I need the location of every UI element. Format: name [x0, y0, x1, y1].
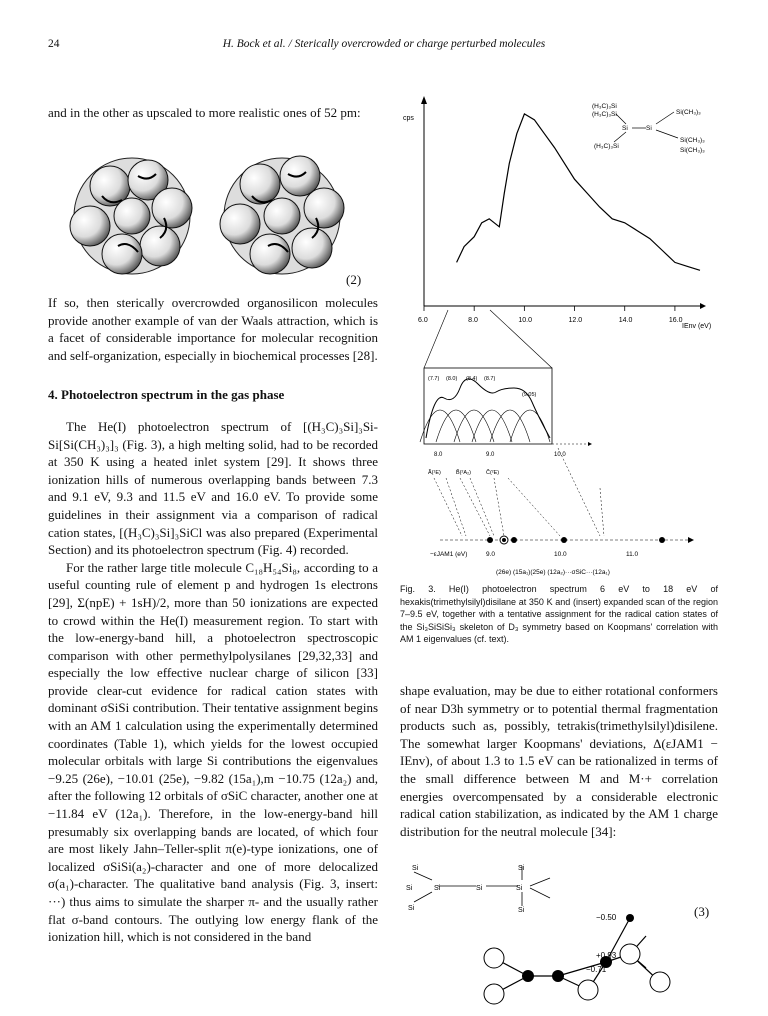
svg-text:(8.7): (8.7)	[484, 376, 496, 382]
svg-text:(7.7): (7.7)	[428, 376, 440, 382]
x-tick-label: 8.0	[468, 317, 478, 324]
corr-tick-11: 11.0	[626, 551, 639, 558]
charge-distribution-structure	[398, 858, 718, 1008]
inset-tick-label: 10.0	[554, 452, 566, 458]
x-axis-label: IEnv (eV)	[682, 323, 712, 330]
svg-text:Si: Si	[434, 885, 441, 892]
molecule-model-left	[70, 158, 192, 274]
charge-3: −0.71	[586, 965, 607, 974]
inset-assignments	[428, 469, 499, 476]
inset-tick-label: 9.0	[486, 452, 495, 458]
paragraph-pe-spectrum: The He(I) photoelectron spectrum of [(H₃C)₃Si]₃Si-Si[Si(CH₃)₃]₃ (Fig. 3), a high melting solid, had to be recorded at 350 K using a heated inlet system [29]. It shows three ionization hills of numerous overlapping bands between 7.3 and 9.1 eV, 9.3 and 11.5 eV and 16.0 eV. To provide some guidelines in their assignment via a comparison of radical cation states, [(H₃C)₃Si]₃SiCl was also prepared (Experimental Section) and its photoelectron spectrum (Fig. 4) recorded.	[48, 418, 378, 558]
paragraph-van-der-waals: If so, then sterically overcrowded organosilicon molecules provide another example of van der Waals attraction, which is a facet of considerable importance for molecular recognition and self-organization, especially in biochemical processes [28].	[48, 295, 378, 363]
svg-text:B̃(²A₂): B̃(²A₂)	[456, 470, 471, 476]
x-tick-label: 10.0	[518, 317, 532, 324]
page-header	[0, 38, 768, 54]
charge-2: +0.93	[596, 951, 617, 960]
mol-label-5: Si(CH₃)₃	[680, 147, 705, 154]
svg-text:C̃(²E): C̃(²E)	[486, 470, 500, 476]
svg-text:Si: Si	[518, 865, 525, 872]
corr-orbitals: (26e) (15a₁)(25e) (12a₂)···σSiC···(12a₁)	[496, 569, 610, 576]
molecule-model-right	[220, 156, 344, 274]
left-column-body	[48, 294, 378, 946]
corr-axis-label: −εJAM1 (eV)	[430, 551, 468, 558]
structure-3-label: (3)	[694, 904, 710, 919]
svg-text:Si: Si	[518, 907, 525, 914]
space-filling-model	[60, 146, 360, 286]
spectrum-line	[457, 114, 700, 270]
intro-paragraph: and in the other as upscaled to more realistic ones of 52 pm:	[48, 105, 361, 120]
svg-text:Si: Si	[516, 885, 523, 892]
mol-label-si1: Si	[622, 125, 628, 132]
mol-label-6: (H₃C)₃Si	[594, 143, 619, 150]
charge-1: −0.50	[596, 913, 617, 922]
svg-text:(8.4): (8.4)	[466, 376, 478, 382]
disilane-structure	[592, 103, 705, 154]
svg-text:Si: Si	[408, 905, 415, 912]
mol-label-4: Si(CH₃)₃	[680, 137, 705, 144]
x-tick-label: 16.0	[668, 317, 683, 324]
figure-3-caption: Fig. 3. He(I) photoelectron spectrum 6 eV to 18 eV of hexakis(trimethylsilyl)disilane at 350 K and (insert) expanded scan of the region 7–9.5 eV, together with a tentative assignment for the radical cation states of the Si₃SiSiSi₃ skeleton of D₃ symmetry based on Koopmans' correlation with AM 1 eigenvalues (cf. text).	[400, 584, 718, 645]
paragraph-title-molecule: For the rather large title molecule C₁₈H₅₄Si₈, according to a useful counting rule of element p and hydrogen 1s electrons [29], Σ(npE) + 1sH)/2, more than 50 ionizations are expected to crowd within the He(I) measurement region. To start with the low-energy-band hill, a photoelectron spectroscopic comparison with other permethylpolysilanes [29,32,33] and especially the low effective nuclear charge of silicon [33] provide clear-cut evidence for radical cation states with dominant σSiSi contribution. Their tentative assignment begins with an AM 1 calculation using the experimentally determined coordinates (Table 1), which yields for the lowest occupied molecular orbitals with large Si contributions the eigenvalues −9.25 (26e), −10.01 (25e), −9.82 (15a₁),m −10.75 (12a₂) and, after the following 12 orbitals of σSiC character, another one at −11.84 eV (12a₁). Therefore, in the low-energy-band hill presumably six overlapping bands are located, of which four are most likely Jahn–Teller-split π(e)-type ionizations, one of localized σSiSi(a₂)-character and one of more delocalized σ(a₁)-character. The qualitative band analysis (Fig. 3, insert: ···) thus aims to simulate the sharper π- and the usually rather flat σ-band contours. The outlying low energy flank of the ionization hill, which is not considered in the band	[48, 559, 378, 945]
intro-text	[48, 104, 378, 122]
page-number: 24	[48, 38, 60, 50]
mol-label-3: Si(CH₃)₃	[676, 109, 701, 116]
svg-text:(8.0): (8.0)	[446, 376, 458, 382]
corr-tick-10: 10.0	[554, 551, 567, 558]
structure-2-label: (2)	[346, 272, 362, 287]
y-axis-label: cps	[403, 115, 414, 122]
x-tick-label: 6.0	[418, 317, 428, 324]
running-title: H. Bock et al. / Sterically overcrowded or charge perturbed molecules	[222, 38, 546, 50]
right-column-body	[400, 682, 718, 840]
inset-tick-label: 8.0	[434, 452, 443, 458]
section-heading: 4. Photoelectron spectrum in the gas phase	[48, 387, 285, 403]
figure-3-spectrum	[400, 92, 720, 578]
svg-text:(9.05): (9.05)	[522, 392, 537, 398]
svg-text:Si: Si	[406, 885, 413, 892]
mol-label-2: (H₃C)₃Si	[592, 111, 617, 118]
mol-label-si2: Si	[646, 125, 652, 132]
x-tick-label: 12.0	[568, 317, 583, 324]
svg-text:Si: Si	[476, 885, 483, 892]
svg-text:Ã(¹E): Ã(¹E)	[428, 470, 441, 476]
x-tick-label: 14.0	[618, 317, 633, 324]
corr-tick-9: 9.0	[486, 551, 496, 558]
mol-label-1: (H₃C)₃Si	[592, 103, 617, 110]
svg-text:Si: Si	[412, 865, 419, 872]
paragraph-shape-evaluation: shape evaluation, may be due to either rotational conformers of near D3h symmetry or to potential thermal fragmentation products such as, possibly, tetrakis(trimethylsilyl)disilene. The somewhat larger Koopmans' deviations, Δ(εJAM1 − IEnv), of about 1.3 to 1.5 eV can be rationalized in terms of the small difference between M and M·+ correlation energies overcompensated by a considerable electronic radical cation stabilization, as indicated by the AM 1 charge distribution for the neutral molecule [34]:	[400, 683, 718, 839]
